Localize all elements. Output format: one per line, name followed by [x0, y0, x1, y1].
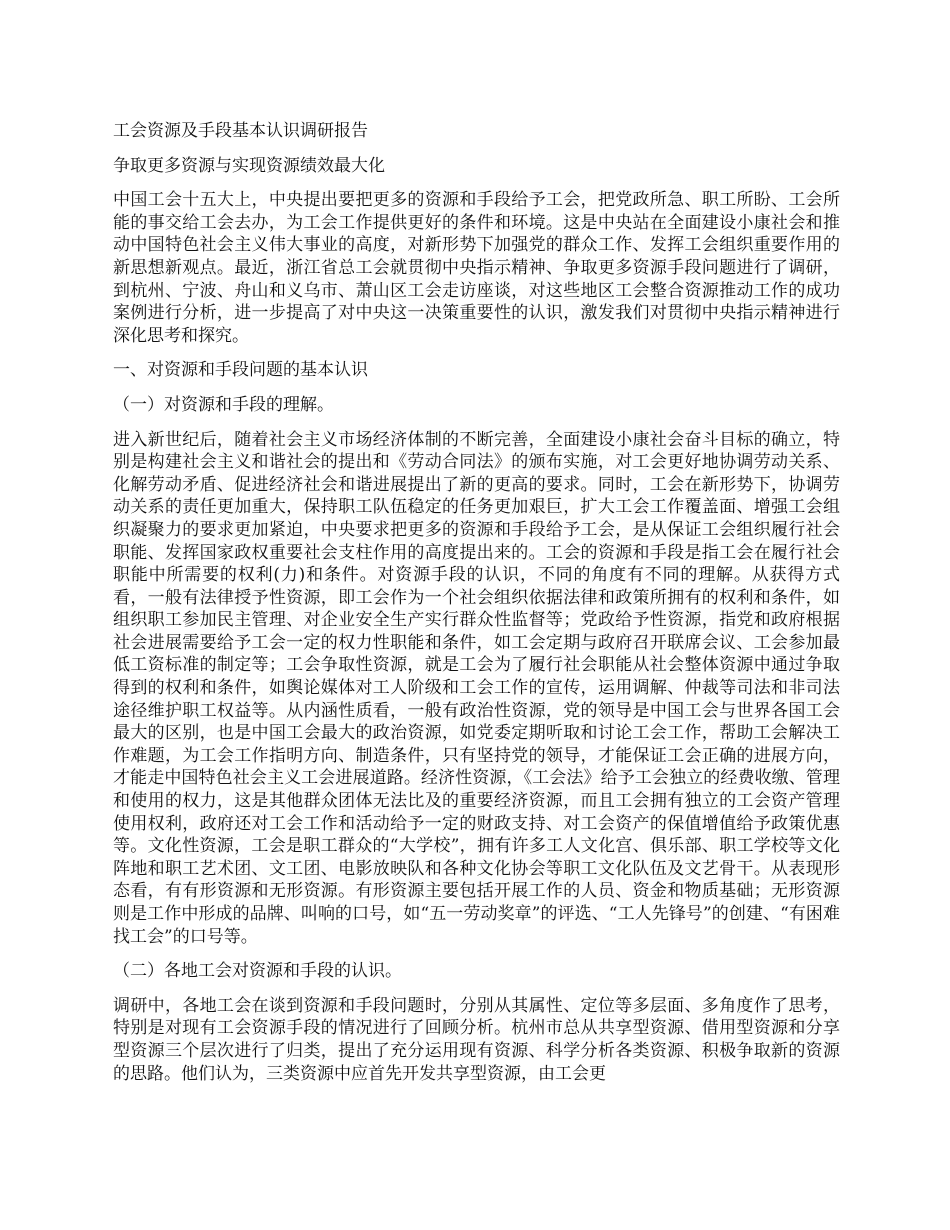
subsection-2-paragraph: 调研中，各地工会在谈到资源和手段问题时，分别从其属性、定位等多层面、多角度作了思考，特别是对现有工会资源手段的情况进行了回顾分析。杭州市总从共享型资源、借用型资源和分享型资源三个层次进行了归类，提出了充分运用现有资源、科学分析各类资源、积极争取新的资源的思路。他们认为，三类资源中应首先开发共享型资源，由工会更 — [113, 995, 840, 1084]
document-page — [113, 120, 840, 1097]
document-title: 工会资源及手段基本认识调研报告 — [113, 121, 368, 141]
intro-paragraph: 中国工会十五大上，中央提出要把更多的资源和手段给予工会，把党政所急、职工所盼、工会所能的事交给工会去办，为工会工作提供更好的条件和环境。这是中央站在全面建设小康社会和推动中国特色社会主义伟大事业的高度，对新形势下加强党的群众工作、发挥工会组织重要作用的新思想新观点。最近，浙江省总工会就贯彻中央指示精神、争取更多资源手段问题进行了调研，到杭州、宁波、舟山和义乌市、萧山区工会走访座谈，对这些地区工会整合资源推动工作的成功案例进行分析，进一步提高了对中央这一决策重要性的认识，激发我们对贯彻中央指示精神进行深化思考和探究。 — [113, 190, 840, 346]
subsection-1-heading: （一）对资源和手段的理解。 — [113, 394, 334, 415]
section-1-heading: 一、对资源和手段问题的基本认识 — [113, 360, 368, 381]
document-subtitle: 争取更多资源与实现资源绩效最大化 — [113, 155, 385, 176]
subsection-1-paragraph: 进入新世纪后，随着社会主义市场经济体制的不断完善，全面建设小康社会奋斗目标的确立，特别是构建社会主义和谐社会的提出和《劳动合同法》的颁布实施，对工会更好地协调劳动关系、化解劳动矛盾、促进经济社会和谐进展提出了新的更高的要求。同时，工会在新形势下，协调劳动关系的责任更加重大，保持职工队伍稳定的任务更加艰巨，扩大工会工作覆盖面、增强工会组织凝聚力的要求更加紧迫，中央要求把更多的资源和手段给予工会，是从保证工会组织履行社会职能、发挥国家政权重要社会支柱作用的高度提出来的。工会的资源和手段是指工会在履行社会职能中所需要的权利(力)和条件。对资源手段的认识，不同的角度有不同的理解。从获得方式看，一般有法律授予性资源，即工会作为一个社会组织依据法律和政策所拥有的权利和条件，如组织职工参加民主管理、对企业安全生产实行群众性监督等；党政给予性资源，指党和政府根据社会进展需要给予工会一定的权力性职能和条件，如工会定期与政府召开联席会议、工会参加最低工资标准的制定等；工会争取性资源，就是工会为了履行社会职能从社会整体资源中通过争取得到的权利和条件，如舆论媒体对工人阶级和工会工作的宣传，运用调解、仲裁等司法和非司法途径维护职工权益等。从内涵性质看，一般有政治性资源，党的领导是中国工会与世界各国工会最大的区别，也是中国工会最大的政治资源，如党委定期听取和讨论工会工作，帮助工会解决工作难题，为工会工作指明方向、制造条件，只有坚持党的领导，才能保证工会正确的进展方向，才能走中国特色社会主义工会进展道路。经济性资源，《工会法》给予工会独立的经费收缴、管理和使用的权力，这是其他群众团体无法比及的重要经济资源，而且工会拥有独立的工会资产管理使用权利，政府还对工会工作和活动给予一定的财政支持、对工会资产的保值增值给予政策优惠等。文化性资源，工会是职工群众的“大学校”，拥有许多工人文化宫、俱乐部、职工学校等文化阵地和职工艺术团、文工团、电影放映队和各种文化协会等职工文化队伍及文艺骨干。从表现形态看，有有形资源和无形资源。有形资源主要包括开展工作的人员、资金和物质基础；无形资源则是工作中形成的品牌、叫响的口号，如“五一劳动奖章”的评选、“工人先锋号”的创建、“有困难找工会”的口号等。 — [113, 429, 840, 947]
subsection-2-heading: （二）各地工会对资源和手段的认识。 — [113, 961, 402, 982]
